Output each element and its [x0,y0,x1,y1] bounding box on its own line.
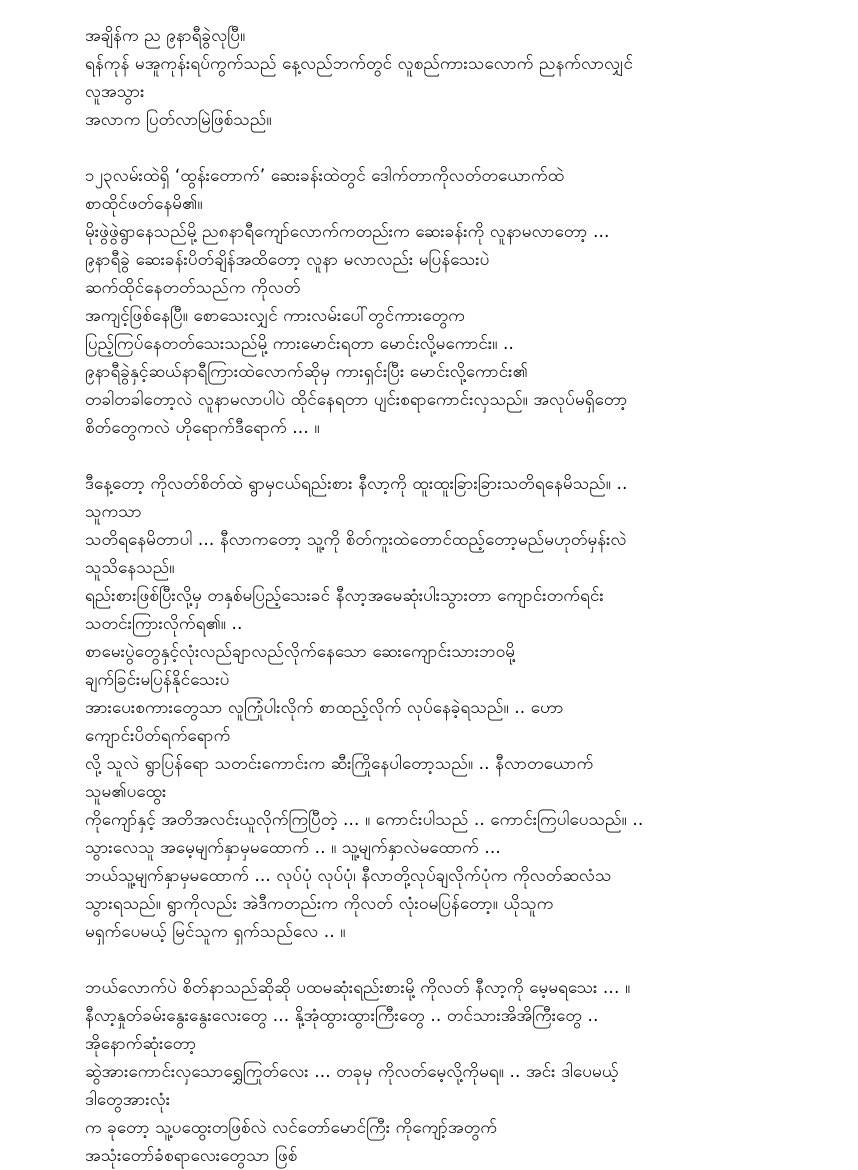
text-line: မိုးဖွဲဖွဲရွာနေသည်မို့ ည၈နာရီကျော်လောက်ကတည်းက ဆေးခန်းကို လူနာမလာတော့ ... [85,222,610,242]
text-line: မရှက်ပေမယ့် မြင်သူက ရှက်သည်လေ .. ။ [85,922,346,942]
text-line: ဘယ်လောက်ပဲ စိတ်နာသည်ဆိုဆို ပထမဆုံးရည်းစားမို့ ကိုလတ် နီလာ့ကို မေ့မရသေး ... ။ [85,978,631,998]
text-line: အလာက ပြတ်လာမြဲဖြစ်သည်။ [85,110,272,130]
text-line: အားပေးစကားတွေသာ လူကြုံပါးလိုက် စာထည့်လိုက် လုပ်နေခဲ့ရသည်။ .. ဟော [85,698,564,718]
text-line: သူကသာ [85,502,142,522]
text-line: သတင်းကြားလိုက်ရ၏။ .. [85,614,243,634]
text-line: အချိန်က ည ၉နာရီခွဲလုပြီ။ [85,26,246,46]
paragraph [85,470,803,946]
text-line: လူအသွား [85,82,145,102]
text-line: ၉နာရီခွဲ ဆေးခန်းပိတ်ချိန်အထိတော့ လူနာ မလာလည်း မပြန်သေးပဲ [85,250,490,270]
text-line: သွားလေသူ အမေ့မျက်နှာမှမထောက် .. ။ သူ့မျက်နှာလဲမထောက် ... [85,838,501,858]
text-line: စာထိုင်ဖတ်နေမိ၏။ [85,194,203,214]
text-line: သတိရနေမိတာပါ ... နီလာကတော့ သူ့ကို စိတ်ကူးထဲတောင်ထည့်တော့မည်မဟုတ်မှန်းလဲ [85,530,627,550]
text-line: အိုနောက်ဆုံးတော့ [85,1034,197,1054]
text-line: စိတ်တွေကလဲ ဟိုရောက်ဒီရောက် ... ။ [85,418,320,438]
text-line: ဆက်ထိုင်နေတတ်သည်က ကိုလတ် [85,278,301,298]
text-line: ရန်ကုန် မအူကုန်းရပ်ကွက်သည် နေ့လည်ဘက်တွင် လူစည်ကားသလောက် ညနက်လာလျှင် [85,54,634,74]
paragraph [85,162,803,442]
text-line: ချက်ခြင်းမပြန်နိုင်သေးပဲ [85,670,230,690]
text-line: တခါတခါတော့လဲ လူနာမလာပါပဲ ထိုင်နေရတာ ပျင်းစရာကောင်းလှသည်။ အလုပ်မရှိတော့ [85,390,628,410]
paragraph [85,974,803,1170]
text-line: ဆွဲအားကောင်းလှသောရွှေကြုတ်လေး ... တခုမှ ကိုလတ်မေ့လို့ကိုမရ။ .. အင်း ဒါပေမယ့် [85,1062,619,1082]
text-line: သူသိနေသည်။ [85,558,175,578]
text-line: က ခုတော့ သူ့ပထွေးတဖြစ်လဲ လင်တော်မောင်ကြီး ကိုကျော့်အတွက် [85,1118,498,1138]
text-line: နီလာ့နှုတ်ခမ်းနွေးနွေးလေးတွေ ... နို့အုံထွားထွားကြီးတွေ .. တင်သားအိအိကြီးတွေ .. [85,1006,599,1026]
text-line: အကျင့်ဖြစ်နေပြီ။ စောသေးလျှင် ကားလမ်းပေါ်တွင်ကားတွေက [85,306,465,326]
text-line: သွားရသည်။ ရွာကိုလည်း အဲဒီကတည်းက ကိုလတ် လုံးဝမပြန်တော့။ ယိုသူက [85,894,554,914]
text-line: သူမ၏ပထွေး [85,782,167,802]
text-line: ရည်းစားဖြစ်ပြီးလို့မှ တနှစ်မပြည့်သေးခင် နီလာ့အမေဆုံးပါးသွားတာ ကျောင်းတက်ရင်း [85,586,604,606]
text-line: ကျောင်းပိတ်ရက်ရောက် [85,726,231,746]
text-line: ကိုကျော်နှင့် အတိအလင်းယူလိုက်ကြပြီတဲ့ ... ။ ကောင်းပါသည် .. ကောင်းကြပါပေသည်။ .. [85,810,644,830]
text-line: စာမေးပွဲတွေနှင့်လုံးလည်ချာလည်လိုက်နေသော ဆေးကျောင်းသားဘဝမို့ [85,642,516,662]
text-line: လို့ သူလဲ ရွာပြန်ရော သတင်းကောင်းက ဆီးကြိုနေပါတော့သည်။ .. နီလာတယောက် [85,754,594,774]
text-line: ဒါတွေအားလုံး [85,1090,171,1110]
text-line: ဒီနေ့တော့ ကိုလတ်စိတ်ထဲ ရွာမှငယ်ရည်းစား နီလာ့ကို ထူးထူးခြားခြားသတိရနေမိသည်။ .. [85,474,628,494]
text-line: ၁၂၃လမ်းထဲရှိ ‘ထွန်းတောက်’ ဆေးခန်းထဲတွင် ဒေါက်တာကိုလတ်တယောက်ထဲ [85,166,565,186]
paragraph [85,22,803,134]
text-line: ၉နာရီခွဲနှင့်ဆယ်နာရီကြားထဲလောက်ဆိုမှ ကားရှင်းပြီး မောင်းလို့ကောင်း၏ [85,362,528,382]
text-line: အသုံးတော်ခံစရာလေးတွေသာ ဖြစ် [85,1146,298,1166]
text-line: ပြည့်ကြပ်နေတတ်သေးသည်မို့ ကားမောင်းရတာ မောင်းလို့မကောင်း။ .. [85,334,515,354]
text-line: ဘယ်သူ့မျက်နှာမှမထောက် ... လုပ်ပုံ လုပ်ပုံ၊ နီလာတို့လုပ်ချလိုက်ပုံက ကိုလတ်ဆလံသ [85,866,612,886]
